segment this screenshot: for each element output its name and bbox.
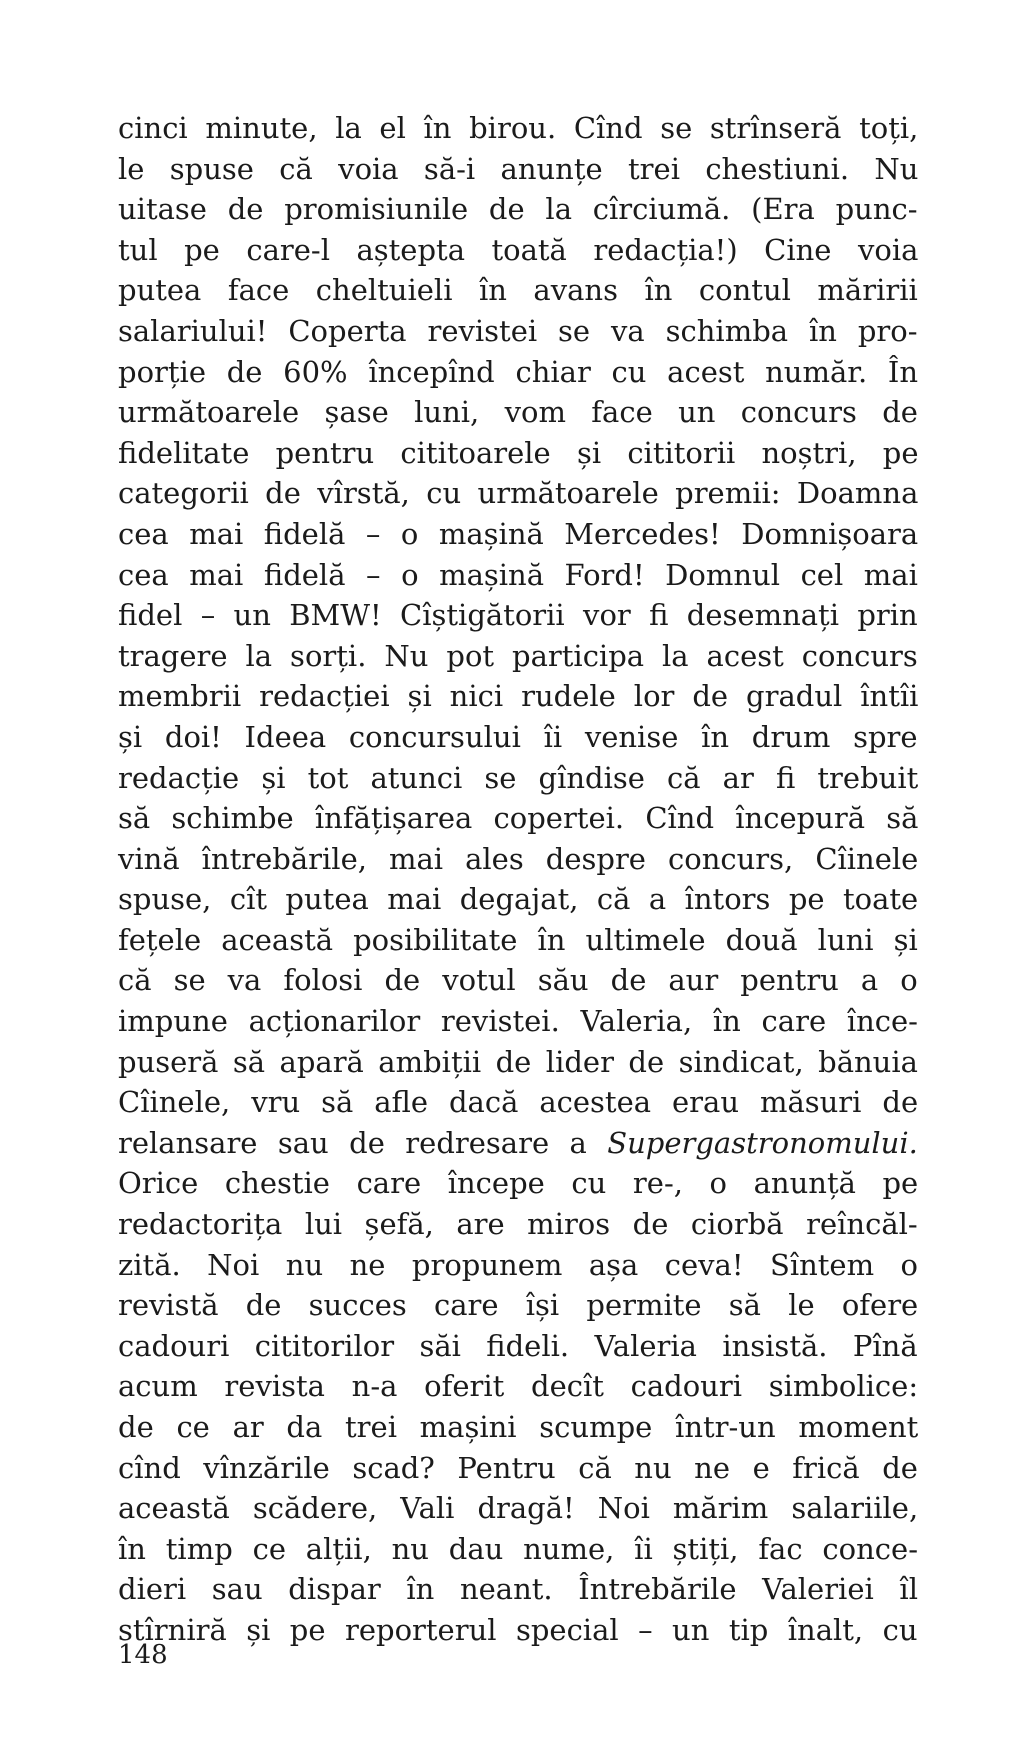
- magazine-title: Supergastronomului.: [607, 1125, 918, 1160]
- text-line: stîrniră și pe reporterul special – un tip înalt, cu: [118, 1612, 918, 1647]
- text-line: să schimbe înfățișarea copertei. Cînd începură să: [118, 801, 919, 836]
- text-line: vină întrebările, mai ales despre concurs, Cîinele: [118, 841, 919, 876]
- text-line: le spuse că voia să-i anunțe trei chestiuni. Nu: [118, 151, 919, 186]
- text-line: fidelitate pentru cititoarele și cititorii noștri, pe: [118, 435, 919, 470]
- text-line: fețele această posibilitate în ultimele două luni și: [118, 922, 918, 957]
- text-line: tul pe care-l aștepta toată redacția!) Cine voia: [118, 232, 919, 267]
- text-line: în timp ce alții, nu dau nume, îi știți, fac conce-: [118, 1531, 918, 1566]
- body-text: [118, 108, 918, 1651]
- text-line: cea mai fidelă – o mașină Ford! Domnul cel mai: [118, 557, 918, 592]
- text-line: putea face cheltuieli în avans în contul măririi: [118, 273, 918, 308]
- text-line: salariului! Coperta revistei se va schimba în pro-: [118, 313, 918, 348]
- text-line: cinci minute, la el în birou. Cînd se strînseră toți,: [118, 111, 919, 145]
- text-line: membrii redacției și nici rudele lor de gradul întîi: [118, 679, 919, 714]
- text-line: Cîinele, vru să afle dacă acestea erau măsuri de: [118, 1085, 919, 1120]
- text-line: tragere la sorți. Nu pot participa la acest concurs: [118, 638, 918, 673]
- text-line: uitase de promisiunile de la cîrciumă. (Era punc-: [118, 192, 918, 227]
- text-line: spuse, cît putea mai degajat, că a întors pe toate: [118, 882, 919, 917]
- text-line: porție de 60% începînd chiar cu acest număr. În: [118, 354, 919, 389]
- text-line: fidel – un BMW! Cîștigătorii vor fi desemnați prin: [118, 598, 918, 633]
- text-line: Orice chestie care începe cu re-, o anunță pe: [118, 1166, 919, 1201]
- text-line: revistă de succes care își permite să le ofere: [118, 1288, 919, 1323]
- text-line: puseră să apară ambiții de lider de sindicat, bănuia: [118, 1044, 918, 1079]
- text-line: cea mai fidelă – o mașină Mercedes! Domnișoara: [118, 516, 919, 551]
- text-line: redactorița lui șefă, are miros de ciorbă reîncăl-: [118, 1207, 918, 1242]
- text-line: de ce ar da trei mașini scumpe într-un moment: [118, 1410, 919, 1444]
- text-line: redacție și tot atunci se gîndise că ar fi trebuit: [118, 760, 919, 795]
- text-line: și doi! Ideea concursului îi venise în drum spre: [118, 719, 918, 754]
- text-line: această scădere, Vali dragă! Noi mărim salariile,: [118, 1491, 919, 1526]
- text-segment: relansare sau de redresare a: [118, 1125, 608, 1160]
- text-line: dieri sau dispar în neant. Întrebările Valeriei îl: [118, 1572, 918, 1607]
- text-line: categorii de vîrstă, cu următoarele premii: Doamna: [118, 476, 919, 511]
- text-line: impune acționarilor revistei. Valeria, în care înce-: [118, 1004, 918, 1039]
- text-line: următoarele șase luni, vom face un concurs de: [118, 395, 918, 430]
- text-line: zită. Noi nu ne propunem așa ceva! Sîntem o: [118, 1247, 919, 1282]
- text-line: cînd vînzările scad? Pentru că nu ne e frică de: [118, 1450, 918, 1485]
- page-number: 148: [118, 1640, 168, 1670]
- text-line: cadouri cititorilor săi fideli. Valeria insistă. Pînă: [118, 1328, 918, 1363]
- text-line-with-title: [118, 1123, 918, 1164]
- text-line: că se va folosi de votul său de aur pentru a o: [118, 963, 918, 998]
- text-line: acum revista n-a oferit decît cadouri simbolice:: [118, 1369, 919, 1404]
